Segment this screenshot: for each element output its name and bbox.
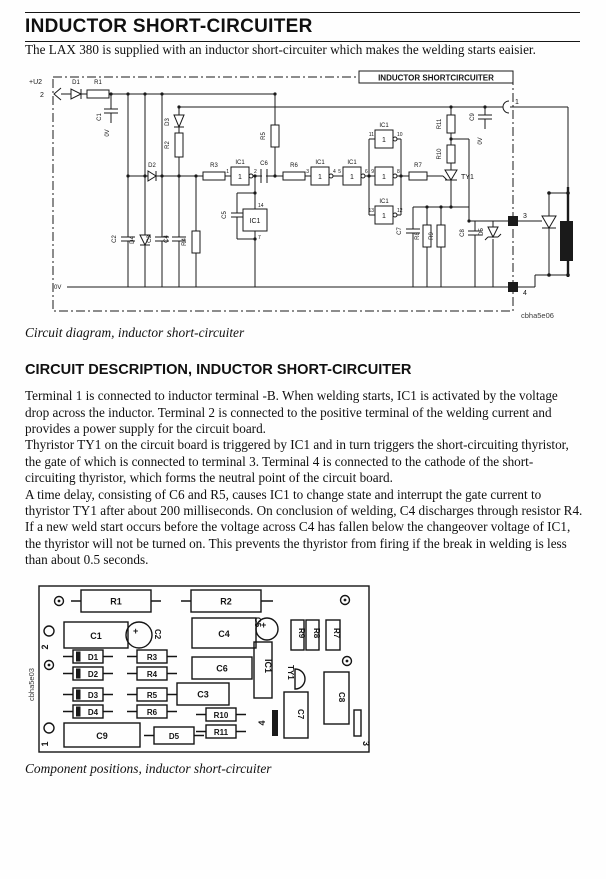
schematic-box-title: INDUCTOR SHORTCIRCUITER bbox=[378, 73, 494, 83]
svg-text:TY1: TY1 bbox=[461, 174, 474, 182]
svg-text:1: 1 bbox=[350, 174, 354, 182]
terminal-4 bbox=[508, 282, 527, 297]
svg-text:TY1: TY1 bbox=[286, 665, 295, 680]
c2-plus: + bbox=[133, 626, 139, 637]
board-c5 bbox=[253, 617, 278, 640]
board-terminal-4 bbox=[257, 710, 278, 736]
terminal-3 bbox=[508, 213, 527, 226]
svg-text:D4: D4 bbox=[130, 236, 136, 245]
schematic-r1 bbox=[87, 80, 109, 98]
svg-text:4: 4 bbox=[257, 720, 267, 726]
board-c1 bbox=[64, 622, 128, 648]
svg-text:R11: R11 bbox=[437, 119, 443, 130]
svg-text:R8: R8 bbox=[312, 628, 321, 639]
u2-label: +U2 bbox=[29, 79, 43, 87]
schematic-gate-1-2 bbox=[226, 160, 257, 185]
terminal-2-label: 2 bbox=[40, 92, 44, 100]
svg-text:C6: C6 bbox=[216, 663, 228, 674]
board-c3 bbox=[177, 683, 229, 705]
schematic-wiring bbox=[54, 88, 570, 287]
svg-text:R10: R10 bbox=[437, 148, 443, 160]
board-r2 bbox=[191, 590, 261, 612]
svg-text:C6: C6 bbox=[260, 161, 268, 168]
schematic-d3 bbox=[165, 115, 184, 127]
schematic-c5 bbox=[222, 211, 228, 219]
schematic-r5 bbox=[261, 125, 279, 147]
svg-text:R9: R9 bbox=[297, 628, 306, 639]
svg-text:C1: C1 bbox=[90, 631, 102, 642]
schematic-r6 bbox=[283, 163, 305, 180]
svg-text:R5: R5 bbox=[146, 691, 158, 701]
svg-text:D5: D5 bbox=[479, 228, 485, 237]
svg-text:D3: D3 bbox=[165, 118, 171, 127]
schematic-code: cbha5e06 bbox=[521, 311, 554, 321]
svg-text:IC1: IC1 bbox=[347, 160, 357, 167]
board-r3 bbox=[137, 650, 167, 663]
board-caption: Component positions, inductor short-circuiter bbox=[25, 761, 272, 777]
svg-text:C2: C2 bbox=[112, 235, 118, 244]
svg-text:IC1: IC1 bbox=[315, 160, 325, 167]
svg-text:C2: C2 bbox=[153, 629, 162, 640]
board-outline bbox=[39, 586, 369, 752]
title-rule-top bbox=[25, 12, 580, 13]
circuit-caption: Circuit diagram, inductor short-circuiter bbox=[25, 325, 245, 341]
board-d3 bbox=[73, 688, 103, 701]
svg-text:D1: D1 bbox=[87, 653, 99, 663]
svg-text:C4: C4 bbox=[218, 629, 230, 640]
schematic-d2 bbox=[148, 163, 156, 181]
svg-text:12: 12 bbox=[397, 208, 403, 215]
svg-text:C7: C7 bbox=[397, 227, 403, 236]
svg-text:R5: R5 bbox=[261, 132, 267, 141]
board-terminal-1: 1 bbox=[40, 741, 50, 747]
svg-text:5: 5 bbox=[338, 169, 341, 176]
svg-text:IC1: IC1 bbox=[249, 218, 261, 226]
board-c9 bbox=[64, 723, 140, 747]
external-inductor bbox=[560, 221, 573, 261]
c9-0v-label: 0V bbox=[478, 137, 484, 146]
schematic-r2 bbox=[165, 133, 183, 157]
svg-text:1: 1 bbox=[382, 137, 386, 145]
svg-text:3: 3 bbox=[306, 169, 309, 176]
board-r6 bbox=[137, 705, 167, 718]
intro-paragraph: The LAX 380 is supplied with an inductor short-circuiter which makes the welding starts eaisier. bbox=[25, 42, 536, 57]
svg-text:1: 1 bbox=[382, 174, 386, 182]
svg-text:10: 10 bbox=[397, 132, 403, 139]
paragraph-2: Thyristor TY1 on the circuit board is triggered by IC1 and in turn triggers the short-circuiting thyristor, the gate of which is connected to terminal 3. Terminal 4 is connected to the cathode of the short-circuiting thyristor, which forms the neutral point of the circuit board. bbox=[25, 437, 569, 486]
svg-text:7: 7 bbox=[258, 235, 261, 242]
svg-text:C5: C5 bbox=[253, 617, 262, 628]
board-d1 bbox=[73, 650, 103, 663]
svg-text:3: 3 bbox=[361, 741, 371, 747]
board-c4 bbox=[192, 618, 256, 648]
svg-text:R3: R3 bbox=[146, 653, 158, 663]
schematic-r4 bbox=[182, 231, 200, 253]
svg-text:D2: D2 bbox=[87, 670, 99, 680]
schematic-gate-5-6 bbox=[338, 160, 368, 185]
schematic-r10 bbox=[437, 145, 455, 163]
svg-text:R11: R11 bbox=[213, 728, 229, 738]
board-r4 bbox=[137, 667, 167, 680]
board-d4 bbox=[73, 705, 103, 718]
svg-text:C5: C5 bbox=[222, 211, 228, 220]
schematic-gate-11-10 bbox=[369, 123, 403, 148]
svg-text:1: 1 bbox=[318, 174, 322, 182]
svg-text:IC1: IC1 bbox=[379, 199, 389, 206]
board-r10 bbox=[206, 708, 236, 721]
svg-text:R6: R6 bbox=[290, 163, 298, 170]
svg-text:C7: C7 bbox=[296, 709, 305, 720]
svg-text:3: 3 bbox=[523, 213, 527, 221]
svg-text:R1: R1 bbox=[94, 80, 102, 87]
schematic-gate-3-4 bbox=[306, 160, 336, 185]
c1-0v-label: 0V bbox=[105, 129, 111, 138]
svg-text:R3: R3 bbox=[210, 163, 218, 170]
svg-text:4: 4 bbox=[333, 169, 336, 176]
board-terminal-2: 2 bbox=[40, 644, 50, 650]
bottom-0v-label: 0V bbox=[54, 285, 62, 292]
svg-text:R4: R4 bbox=[146, 670, 158, 680]
svg-text:1: 1 bbox=[238, 174, 242, 182]
svg-text:C3: C3 bbox=[147, 235, 153, 244]
svg-text:14: 14 bbox=[258, 203, 264, 210]
board-r11 bbox=[206, 725, 236, 738]
svg-text:1: 1 bbox=[226, 169, 229, 176]
svg-text:D2: D2 bbox=[148, 163, 156, 170]
svg-text:IC1: IC1 bbox=[235, 160, 245, 167]
svg-text:13: 13 bbox=[368, 208, 374, 215]
schematic-ty1 bbox=[445, 170, 474, 181]
svg-text:R9: R9 bbox=[429, 232, 435, 241]
board-ic1 bbox=[254, 642, 273, 698]
board-r7 bbox=[326, 620, 341, 650]
board-layout bbox=[27, 581, 377, 757]
svg-text:C8: C8 bbox=[460, 229, 466, 238]
svg-text:R7: R7 bbox=[414, 163, 422, 170]
schematic-c6 bbox=[260, 161, 268, 183]
svg-text:R10: R10 bbox=[213, 711, 229, 721]
schematic-c9 bbox=[470, 113, 484, 145]
svg-text:8: 8 bbox=[397, 169, 400, 176]
board-c6 bbox=[192, 657, 252, 679]
svg-text:11: 11 bbox=[368, 132, 374, 139]
svg-text:9: 9 bbox=[371, 169, 374, 176]
schematic-r11 bbox=[437, 115, 455, 133]
svg-text:R8: R8 bbox=[415, 232, 421, 241]
svg-text:2: 2 bbox=[254, 169, 257, 176]
board-code: cbha5e03 bbox=[27, 668, 36, 702]
board-r1 bbox=[81, 590, 151, 612]
svg-text:IC1: IC1 bbox=[379, 123, 389, 130]
terminal-1 bbox=[503, 99, 519, 113]
svg-text:4: 4 bbox=[523, 290, 527, 298]
board-r8 bbox=[306, 620, 321, 650]
board-r9 bbox=[291, 620, 306, 650]
schematic-d1 bbox=[71, 80, 81, 99]
svg-text:1: 1 bbox=[515, 99, 519, 107]
schematic-gate-9-8 bbox=[371, 167, 400, 185]
svg-text:R2: R2 bbox=[165, 141, 171, 150]
circuit-diagram-figure bbox=[23, 69, 580, 321]
svg-text:R1: R1 bbox=[110, 596, 122, 607]
svg-text:D1: D1 bbox=[72, 80, 80, 87]
svg-text:1: 1 bbox=[382, 213, 386, 221]
circuit-schematic bbox=[23, 69, 583, 321]
board-c8 bbox=[324, 672, 349, 724]
schematic-d5 bbox=[479, 227, 501, 240]
section-heading: CIRCUIT DESCRIPTION, INDUCTOR SHORT-CIRCUITER bbox=[25, 362, 412, 379]
board-c2 bbox=[126, 622, 162, 648]
svg-text:C4: C4 bbox=[164, 235, 170, 244]
svg-text:R6: R6 bbox=[146, 708, 158, 718]
paragraph-1: Terminal 1 is connected to inductor terminal -B. When welding starts, IC1 is activated by the voltage drop across the inductor. Terminal 2 is connected to the positive terminal of the welding current and provides a power supply for the circuit board. bbox=[25, 388, 558, 437]
svg-text:R4: R4 bbox=[182, 238, 188, 247]
svg-text:C8: C8 bbox=[337, 692, 346, 703]
board-c7 bbox=[284, 692, 308, 738]
svg-text:C9: C9 bbox=[470, 113, 476, 122]
schematic-r7 bbox=[409, 163, 427, 180]
component-positions-figure bbox=[27, 581, 580, 757]
svg-text:R7: R7 bbox=[332, 628, 341, 639]
schematic-gate-13-12 bbox=[368, 199, 402, 224]
svg-text:C9: C9 bbox=[96, 731, 108, 742]
svg-text:IC1: IC1 bbox=[263, 659, 273, 674]
board-r5 bbox=[137, 688, 167, 701]
svg-text:D5: D5 bbox=[168, 732, 180, 742]
board-ty1 bbox=[286, 665, 305, 689]
schematic-r3 bbox=[203, 163, 225, 180]
page-title: INDUCTOR SHORT-CIRCUITER bbox=[25, 16, 313, 37]
svg-text:6: 6 bbox=[365, 169, 368, 176]
paragraph-3: A time delay, consisting of C6 and R5, causes IC1 to change state and interrupt the gate current to thyristor TY1 after about 200 milliseconds. On conclusion of welding, C4 discharges through resistor R4. If a new weld start occurs before the voltage across C4 has fallen below the changeover voltage of IC1, the thyristor will not be turned on. This prevents the thyristor from firing if the break in welding is less than about 0.5 seconds. bbox=[25, 486, 583, 567]
external-thyristor bbox=[542, 216, 556, 228]
schematic-c1 bbox=[97, 113, 111, 137]
svg-text:D4: D4 bbox=[87, 708, 99, 718]
svg-text:R2: R2 bbox=[220, 596, 232, 607]
board-d2 bbox=[73, 667, 103, 680]
board-d5 bbox=[154, 727, 194, 744]
c5-plus: + bbox=[261, 620, 267, 631]
svg-text:C1: C1 bbox=[97, 113, 103, 122]
svg-text:D3: D3 bbox=[87, 691, 99, 701]
svg-text:C3: C3 bbox=[197, 689, 209, 700]
